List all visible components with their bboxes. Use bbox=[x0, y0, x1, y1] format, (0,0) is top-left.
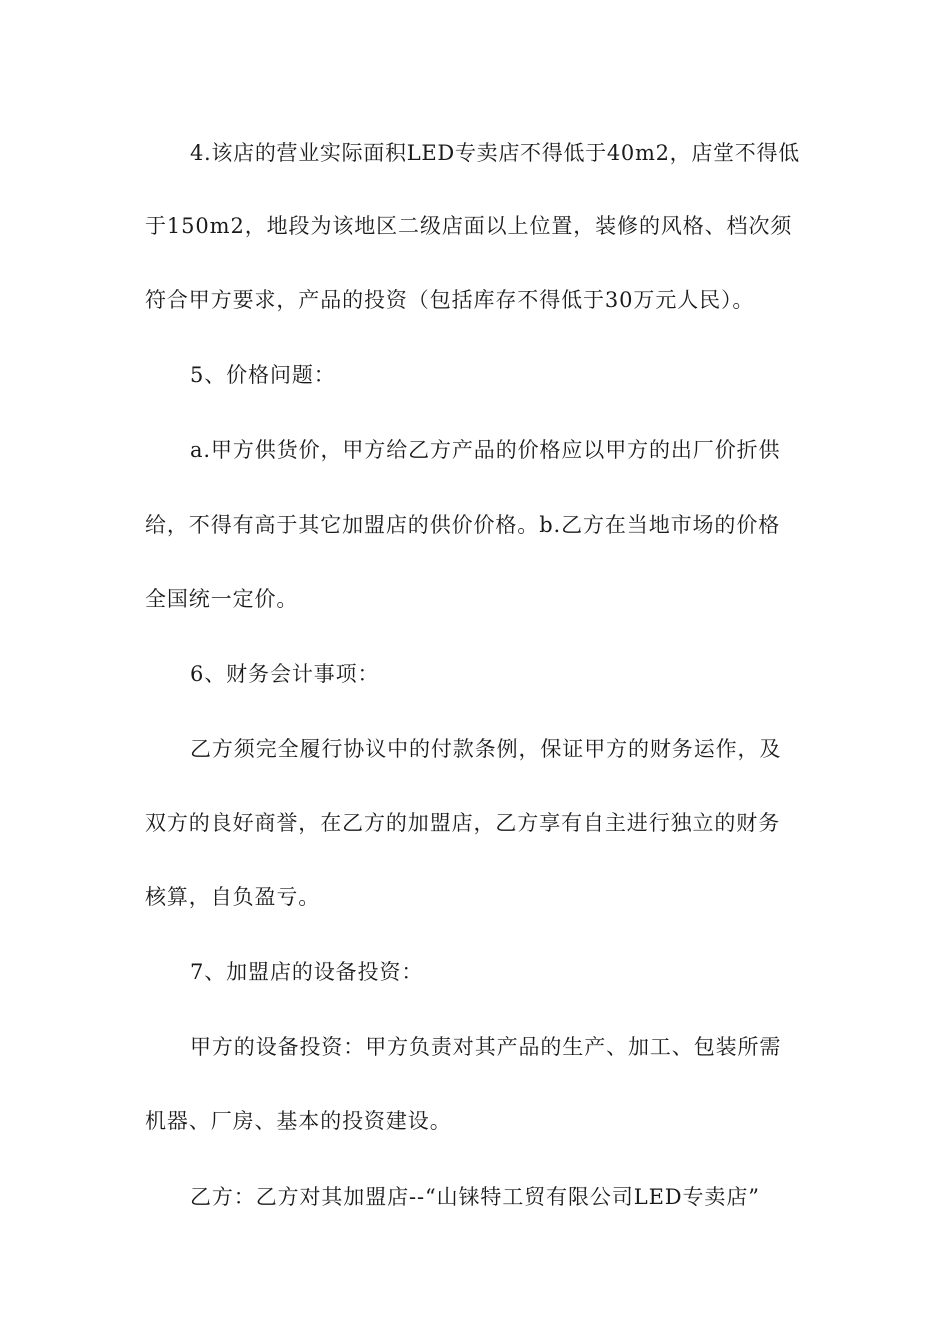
paragraph-line: 甲方的设备投资：甲方负责对其产品的生产、加工、包装所需 bbox=[190, 1035, 782, 1059]
section-heading: 6、财务会计事项： bbox=[190, 662, 380, 686]
paragraph-line: 4.该店的营业实际面积LED专卖店不得低于40m2，店堂不得低 bbox=[190, 141, 800, 165]
paragraph-line: 给，不得有高于其它加盟店的供价价格。b.乙方在当地市场的价格 bbox=[145, 513, 781, 537]
paragraph-line: 双方的良好商誉，在乙方的加盟店，乙方享有自主进行独立的财务 bbox=[145, 811, 781, 835]
paragraph-line: 符合甲方要求，产品的投资（包括库存不得低于30万元人民）。 bbox=[145, 288, 755, 312]
paragraph-line: a.甲方供货价，甲方给乙方产品的价格应以甲方的出厂价折供 bbox=[190, 438, 781, 462]
section-heading: 5、价格问题： bbox=[190, 363, 336, 387]
paragraph-line: 乙方：乙方对其加盟店--“山铼特工贸有限公司LED专卖店” bbox=[190, 1185, 760, 1209]
paragraph-line: 机器、厂房、基本的投资建设。 bbox=[145, 1109, 452, 1133]
section-heading: 7、加盟店的设备投资： bbox=[190, 960, 424, 984]
paragraph-line: 于150m2，地段为该地区二级店面以上位置，装修的风格、档次须 bbox=[145, 214, 793, 238]
paragraph-line: 核算，自负盈亏。 bbox=[145, 885, 321, 909]
paragraph-line: 乙方须完全履行协议中的付款条例，保证甲方的财务运作，及 bbox=[190, 737, 782, 761]
paragraph-line: 全国统一定价。 bbox=[145, 587, 299, 611]
